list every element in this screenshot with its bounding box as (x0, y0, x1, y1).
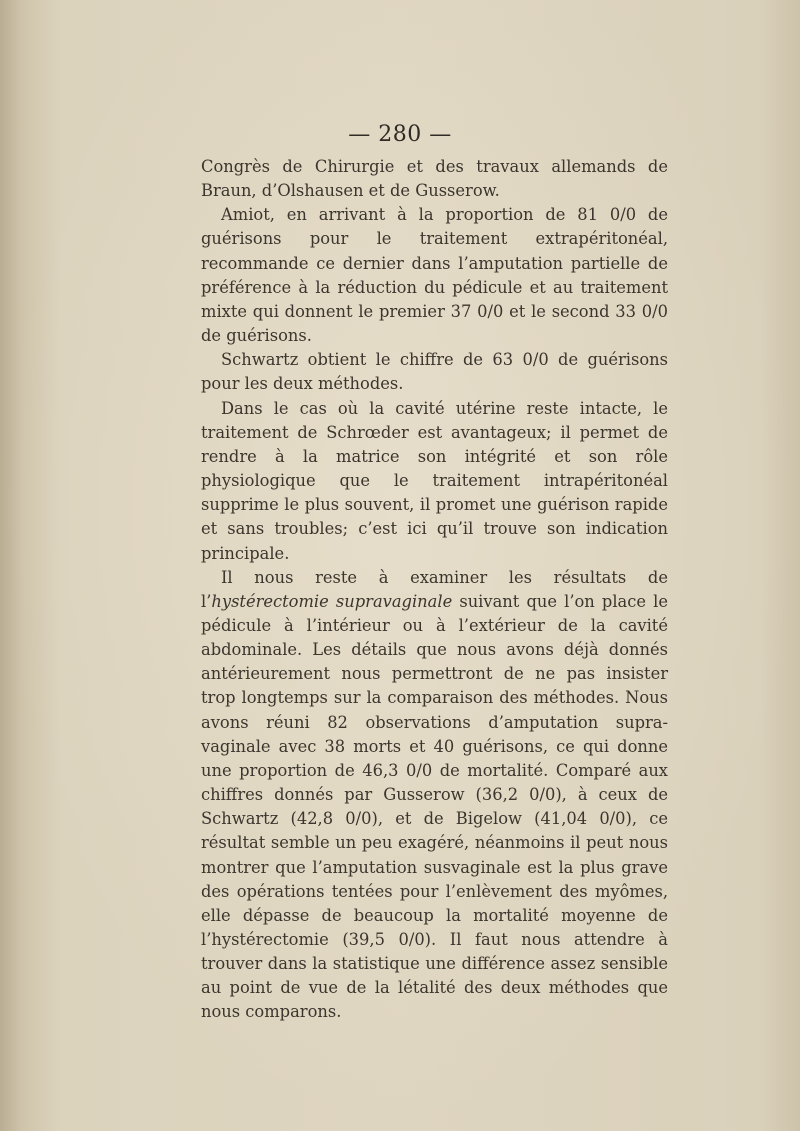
paragraph-5 (201, 566, 668, 1025)
paragraph-5-text-start: Il nous reste à examiner les résultats de l’ (201, 567, 668, 611)
paragraph-3 (201, 348, 668, 396)
paragraph-2-text: Amiot, en arrivant à la proportion de 81 0/0 de guérisons pour le traitement extrapéritonéal, recommande ce dernier dans l’amputation partielle de préférence à la réduction du pédicule et au traitement mixte qui donnent le premier 37 0/0 et le second 33 0/0 de guérisons. (201, 205, 668, 346)
paragraph-4-text: Dans le cas où la cavité utérine reste intacte, le traitement de Schrœder est avantageux; il permet de rendre à la matrice son intégrité et son rôle physiologique que le traitement intrapéritonéal supprime le plus souvent, il promet une guérison rapide et sans troubles; c’est ici qu’il trouve son indication principale. (201, 398, 668, 563)
paragraph-2 (201, 203, 668, 348)
paragraph-1 (201, 155, 668, 203)
paragraph-5-italic-term: hystérectomie supravaginale (211, 591, 453, 611)
body-text (201, 155, 668, 1025)
paragraph-1-text: Congrès de Chirurgie et des travaux allemands de Braun, d’Olshausen et de Gusserow. (201, 157, 668, 201)
paragraph-3-text: Schwartz obtient le chiffre de 63 0/0 de guérisons pour les deux méthodes. (201, 350, 668, 394)
paragraph-5-text-end: suivant que l’on place le pédicule à l’intérieur ou à l’extérieur de la cavité abdominale. Les détails que nous avons déjà donnés antérieurement nous permettront de ne pas insister trop longtemps sur la comparaison des méthodes. Nous avons réuni 82 observations d’amputation supra-vaginale avec 38 morts et 40 guérisons, ce qui donne une proportion de 46,3 0/0 de mortalité. Comparé aux chiffres donnés par Gusserow (36,2 0/0), à ceux de Schwartz (42,8 0/0), et de Bigelow (41,04 0/0), ce résultat semble un peu exagéré, néanmoins il peut nous montrer que l’amputation susvaginale est la plus grave des opérations tentées pour l’enlèvement des myômes, elle dépasse de beaucoup la mortalité moyenne de l’hystérectomie (39,5 0/0). Il faut nous attendre à trouver dans la statistique une différence assez sensible au point de vue de la létalité des deux méthodes que nous comparons. (201, 591, 668, 1022)
paragraph-4 (201, 397, 668, 566)
page-number: — 280 — (348, 122, 452, 147)
